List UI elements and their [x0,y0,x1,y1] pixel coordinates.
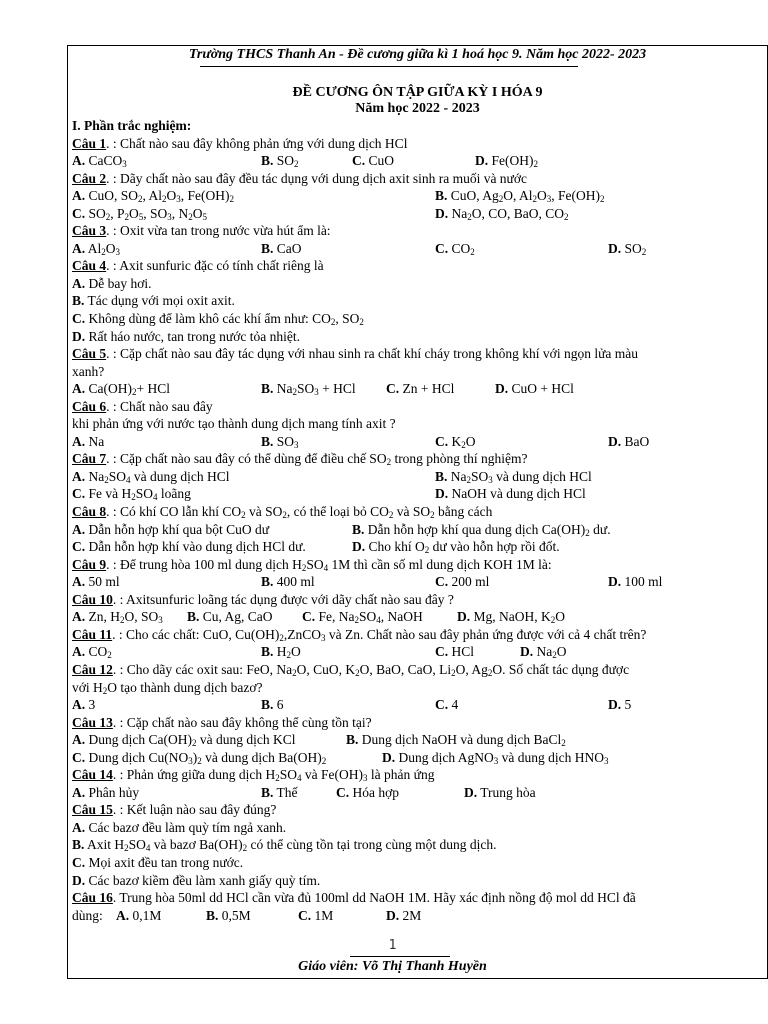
question-14-option-b [261,784,298,802]
question-2-option-a [72,187,234,205]
question-7-stem [72,450,766,468]
question-1-option-c [352,152,394,170]
question-5-stem [72,345,766,363]
question-7-option-d [435,485,586,503]
question-16-option-c [298,907,333,925]
option-letter: C. [352,153,366,169]
question-9-stem [72,556,766,574]
option-letter: C. [72,539,86,555]
option-letter: B. [261,153,274,169]
option-letter: B. [261,574,274,590]
option-letter: C. [435,433,449,449]
option-text: $Al_2O_3$ [87,240,121,257]
option-letter: C. [72,205,86,221]
question-15-option-d [72,872,320,890]
question-8-options-row [72,538,766,556]
option-letter: A. [72,381,86,397]
question-12-options-row [72,696,766,714]
question-7-option-a [72,468,230,486]
question-11-label: Câu 11 [72,626,113,642]
question-2-option-b [435,187,605,205]
option-text: Trung hòa [480,784,536,800]
question-11-option-b [261,643,301,661]
option-letter: B. [261,784,274,800]
option-letter: C. [72,311,86,327]
option-text: $CO_2$ [451,240,475,257]
option-text: Dung dịch $Cu(NO_3)_2$ và dung dịch $Ba(OH)_2$ [88,749,327,766]
option-letter: A. [72,732,86,748]
question-12-stem [72,661,766,679]
question-8-option-c [72,538,306,556]
question-6-label: Câu 6 [72,398,107,414]
question-2-text: . : Dãy chất nào sau đây đều tác dụng với dung dịch axit sinh ra muối và nước [106,170,528,186]
question-12-text-continued: với $H_2O$ tạo thành dung dịch bazơ? [72,679,263,696]
question-5-options-row [72,380,766,398]
option-text: Tác dụng với mọi oxit axit. [87,293,235,309]
option-letter: D. [382,749,396,765]
option-text: Các bazơ kiềm đều làm xanh giấy quỳ tím. [88,872,321,888]
question-8-option-d [352,538,560,556]
option-text: 1M [314,907,334,923]
question-15-option-c [72,854,243,872]
question-4-options-row [72,310,766,328]
option-text: $K_2O$ [451,433,476,450]
option-text: Hóa hợp [352,784,400,800]
option-letter: C. [298,907,312,923]
option-letter: D. [464,784,478,800]
option-text: CuO + HCl [511,381,574,397]
question-2-options-row [72,205,766,223]
question-9-option-a [72,573,120,591]
option-text: 6 [276,697,284,713]
question-2-stem [72,170,766,188]
option-text: $Na_2SO_3$ và dung dịch HCl [450,468,592,485]
option-text: Mọi axit đều tan trong nước. [88,854,244,870]
option-text: Dẫn hỗn hợp khí qua dung dịch $Ca(OH)_2$ dư. [367,521,611,538]
question-6-option-b [261,433,299,451]
option-text: $Ca(OH)_2+$ HCl [88,381,170,398]
option-text: Dẫn hỗn hợp khí qua bột CuO dư [88,521,270,537]
question-9-options-row [72,573,766,591]
option-letter: B. [261,433,274,449]
question-10-options-row [72,608,766,626]
question-5-text: . : Cặp chất nào sau đây tác dụng với nhau sinh ra chất khí cháy trong không khí với ngọn lửa màu [106,346,638,362]
option-text: Dễ bay hơi. [88,275,152,291]
question-7-options-row [72,485,766,503]
option-text: Fe và $H_2SO_4$ loãng [88,486,191,503]
question-1-option-a [72,152,127,170]
question-9-text: . : Để trung hòa 100 ml dung dịch $H_2SO_4$ 1M thì cần số ml dung dịch KOH 1M là: [106,556,552,573]
option-text: Dung dịch $Ca(OH)_2$ và dung dịch KCl [88,732,296,749]
question-13-options-row [72,731,766,749]
option-text: $SO_2$ [624,240,647,257]
question-14-option-d [464,784,536,802]
question-2-label: Câu 2 [72,170,107,186]
option-text: HCl [451,644,475,660]
option-text: 4 [451,697,459,713]
option-text: CuO, $Ag_2O$, $Al_2O_3$, $Fe(OH)_2$ [450,188,605,205]
question-10-option-c [302,608,423,626]
question-9-option-b [261,573,315,591]
option-letter: A. [72,609,86,625]
question-13-options-row [72,749,766,767]
question-15-options-row [72,872,766,890]
section-heading: I. Phần trắc nghiệm: [72,118,192,133]
question-14-option-a [72,784,139,802]
question-15-label: Câu 15 [72,802,113,818]
question-15-options-row [72,836,766,854]
option-text: 3 [88,697,96,713]
question-13-text: . : Cặp chất nào sau đây không thể cùng tồn tại? [112,714,372,730]
option-text: CuO, $SO_2$, $Al_2O_3$, $Fe(OH)_2$ [88,188,235,205]
option-text: Phân hủy [88,784,140,800]
question-8-options-row [72,521,766,539]
option-text: Các bazơ đều làm quỳ tím ngả xanh. [88,819,287,835]
question-13-option-c [72,749,326,767]
option-text: Thế [276,784,298,800]
option-letter: C. [435,644,449,660]
option-letter: A. [116,907,130,923]
question-3-label: Câu 3 [72,223,107,239]
question-5-label: Câu 5 [72,346,107,362]
question-list [72,117,766,924]
option-letter: A. [72,468,86,484]
question-5-option-b [261,380,356,398]
question-16-option-d [386,907,421,925]
question-14-text: . : Phản ứng giữa dung dịch $H_2SO_4$ và $Fe(OH)_3$ là phản ứng [112,767,435,784]
option-text: Không dùng để làm khô các khí ẩm như: $CO_2$, $SO_2$ [88,311,364,328]
question-13-stem [72,714,766,732]
option-text: Fe, $Na_2SO_4$, NaOH [318,609,423,626]
question-7-text: . : Cặp chất nào sau đây có thể dùng để điều chế $SO_2$ trong phòng thí nghiệm? [106,451,528,468]
question-12-option-c [435,696,458,714]
option-text: $Fe(OH)_2$ [491,153,538,170]
question-4-option-a [72,275,152,293]
question-11-text: . : Cho các chất: CuO, $Cu(OH)_2,ZnCO_3$ và Zn. Chất nào sau đây phản ứng được với cả 4 chất trên? [112,626,647,643]
option-letter: B. [261,644,274,660]
option-text: 100 ml [624,574,663,590]
option-text: 2M [402,907,422,923]
question-1-options-row [72,152,766,170]
header-underline [200,66,578,67]
option-text: Zn + HCl [402,381,455,397]
question-4-option-d [72,328,300,346]
question-7-option-b [435,468,592,486]
question-3-options-row [72,240,766,258]
question-15-options-row [72,819,766,837]
option-text: $SO_2$ [276,153,299,170]
question-12-label: Câu 12 [72,661,113,677]
option-letter: A. [72,521,86,537]
option-letter: B. [72,293,85,309]
question-14-stem [72,766,766,784]
question-4-option-c [72,310,364,328]
option-letter: D. [72,328,86,344]
question-13-option-b [346,731,566,749]
question-11-stem [72,626,766,644]
option-text: Cho khí $O_2$ dư vào hỗn hợp rồi đốt. [368,539,560,556]
question-6-option-d [608,433,649,451]
option-letter: A. [72,188,86,204]
question-12-stem-continued [72,679,766,697]
option-letter: B. [435,188,448,204]
option-letter: A. [72,644,86,660]
question-14-option-c [336,784,399,802]
question-8-stem [72,503,766,521]
option-text: Axit $H_2SO_4$ và bazơ $Ba(OH)_2$ có thể cùng tồn tại trong cùng một dung dịch. [87,837,497,854]
option-text: 200 ml [451,574,490,590]
option-letter: B. [187,609,200,625]
question-4-options-row [72,328,766,346]
question-3-option-b [261,240,302,258]
option-letter: A. [72,240,86,256]
question-4-options-row [72,292,766,310]
option-letter: D. [475,153,489,169]
question-12-option-a [72,696,95,714]
question-5-option-d [495,380,574,398]
question-6-option-a [72,433,104,451]
option-text: 50 ml [88,574,120,590]
option-letter: D. [520,644,534,660]
option-letter: D. [435,205,449,221]
question-4-option-b [72,292,235,310]
option-text: NaOH và dung dịch HCl [451,486,586,502]
option-letter: A. [72,784,86,800]
question-3-option-c [435,240,475,258]
question-12-text: . : Cho dãy các oxit sau: FeO, $Na_2O$, CuO, $K_2O$, BaO, CaO, $Li_2O$, $Ag_2O$. Số chất tác dụng được [112,661,630,678]
option-letter: A. [72,275,86,291]
question-8-text: . : Có khí CO lẫn khí $CO_2$ và $SO_2$, có thể loại bỏ $CO_2$ và $SO_2$ bằng cách [106,504,493,521]
question-8-label: Câu 8 [72,504,107,520]
option-text: Dung dịch AgNO$_3$ và dung dịch $HNO_3$ [398,749,609,766]
question-15-stem [72,801,766,819]
question-1-stem [72,135,766,153]
school-year: Năm học 2022 - 2023 [355,101,480,116]
question-11-option-a [72,643,112,661]
option-text: Mg, NaOH, $K_2O$ [473,609,565,626]
option-text: 0,5M [221,907,251,923]
option-letter: C. [72,749,86,765]
option-text: $Na_2O$, CO, BaO, $CO_2$ [451,205,569,222]
option-text: Dẫn hỗn hợp khí vào dung dịch HCl dư. [88,539,306,555]
question-10-option-a [72,608,163,626]
option-text: $Na_2SO_4$ và dung dịch HCl [88,468,230,485]
option-letter: D. [608,433,622,449]
question-13-option-a [72,731,295,749]
question-16-stem [72,889,766,907]
question-4-stem [72,257,766,275]
option-letter: B. [261,697,274,713]
question-16-stem-continued [72,907,766,925]
question-2-options-row [72,187,766,205]
question-1-label: Câu 1 [72,135,107,151]
option-letter: A. [72,574,86,590]
question-4-label: Câu 4 [72,258,107,274]
question-7-label: Câu 7 [72,451,107,467]
option-text: Rất háo nước, tan trong nước tỏa nhiệt. [88,328,300,344]
option-text: CaO [276,240,302,256]
question-6-option-c [435,433,476,451]
page-number: 1 [388,938,397,953]
option-text: BaO [624,433,650,449]
option-letter: D. [386,907,400,923]
question-14-options-row [72,784,766,802]
question-1-option-d [475,152,538,170]
question-14-label: Câu 14 [72,767,113,783]
question-8-option-b [352,521,611,539]
option-text: Dung dịch NaOH và dung dịch BaCl$_2$ [361,732,566,749]
option-text: $H_2O$ [276,644,301,661]
question-5-option-c [386,380,454,398]
option-text: CuO [368,153,395,169]
option-letter: B. [352,521,365,537]
question-4-options-row [72,275,766,293]
option-letter: C. [435,697,449,713]
question-8-option-a [72,521,269,539]
question-13-label: Câu 13 [72,714,113,730]
option-letter: D. [72,872,86,888]
question-7-options-row [72,468,766,486]
question-5-option-a [72,380,170,398]
question-10-option-b [187,608,273,626]
question-9-option-c [435,573,489,591]
question-5-text-continued: xanh? [72,363,105,379]
option-letter: C. [72,854,86,870]
question-3-option-d [608,240,646,258]
option-text: $Na_2SO_3$ + HCl [276,381,356,398]
question-10-label: Câu 10 [72,591,113,607]
option-text: Zn, $H_2O$, $SO_3$ [88,609,163,626]
question-15-options-row [72,854,766,872]
option-text: 5 [624,697,632,713]
option-letter: D. [495,381,509,397]
option-letter: D. [608,240,622,256]
option-letter: C. [336,784,350,800]
option-text: CaCO$_3$ [88,153,127,170]
option-text: $SO_3$ [276,433,299,450]
question-16-option-a [116,907,161,925]
question-9-option-d [608,573,662,591]
question-1-option-b [261,152,299,170]
option-letter: C. [386,381,400,397]
question-15-option-b [72,836,496,854]
question-16-option-b [206,907,251,925]
question-11-options-row [72,643,766,661]
option-letter: C. [435,240,449,256]
question-12-option-d [608,696,631,714]
option-text: 400 ml [276,574,315,590]
question-16-text-continued: dùng: [72,907,103,923]
question-2-option-d [435,205,569,223]
option-letter: C. [72,486,86,502]
question-6-stem-continued [72,415,766,433]
option-text: $SO_2$, $P_2O_5$, $SO_3$, $N_2O_5$ [88,205,208,222]
option-letter: B. [206,907,219,923]
question-6-options-row [72,433,766,451]
question-3-stem [72,222,766,240]
question-9-label: Câu 9 [72,556,107,572]
option-text: Na [88,433,105,449]
option-letter: C. [302,609,316,625]
question-10-text: . : Axitsunfuric loãng tác dụng được với dãy chất nào sau đây ? [112,591,454,607]
option-letter: B. [435,468,448,484]
question-12-option-b [261,696,284,714]
question-15-option-a [72,819,286,837]
option-text: $CO_2$ [88,644,112,661]
question-1-text: . : Chất nào sau đây không phản ứng với dung dịch HCl [106,135,408,151]
option-text: $Na_2O$ [536,644,567,661]
question-10-option-d [457,608,565,626]
question-4-text: . : Axit sunfuric đặc có tính chất riêng là [106,258,324,274]
question-16-text: . Trung hòa 50ml dd HCl cần vừa đủ 100ml dd NaOH 1M. Hãy xác định nồng độ mol dd HCl đã [112,890,636,906]
option-letter: D. [608,574,622,590]
question-3-option-a [72,240,120,258]
option-letter: C. [435,574,449,590]
option-letter: B. [261,381,274,397]
teacher-name: Giáo viên: Võ Thị Thanh Huyền [298,959,487,974]
option-letter: B. [72,837,85,853]
option-text: Cu, Ag, CaO [202,609,273,625]
option-letter: A. [72,153,86,169]
option-letter: B. [261,240,274,256]
option-letter: D. [435,486,449,502]
option-letter: B. [346,732,359,748]
option-letter: A. [72,697,86,713]
question-3-text: . : Oxit vừa tan trong nước vừa hút ẩm là: [106,223,331,239]
question-10-stem [72,591,766,609]
question-2-option-c [72,205,207,223]
question-13-option-d [382,749,608,767]
option-letter: D. [608,697,622,713]
question-6-stem [72,398,766,416]
footer-rule [350,956,450,957]
option-letter: D. [457,609,471,625]
document-header: Trường THCS Thanh An - Đề cương giữa kì 1 hoá học 9. Năm học 2022- 2023 [188,47,647,62]
option-letter: A. [72,433,86,449]
question-7-option-c [72,485,191,503]
option-text: 0,1M [132,907,162,923]
document-title: ĐỀ CƯƠNG ÔN TẬP GIỮA KỲ I HÓA 9 [292,85,543,100]
question-11-option-c [435,643,474,661]
option-letter: A. [72,819,86,835]
question-11-option-d [520,643,567,661]
question-5-stem-continued [72,363,766,381]
question-6-text: . : Chất nào sau đây [106,398,213,414]
question-6-text-continued: khi phản ứng với nước tạo thành dung dịch mang tính axit ? [72,416,396,432]
question-16-label: Câu 16 [72,890,113,906]
question-15-text: . : Kết luận nào sau đây đúng? [112,802,277,818]
option-letter: D. [352,539,366,555]
